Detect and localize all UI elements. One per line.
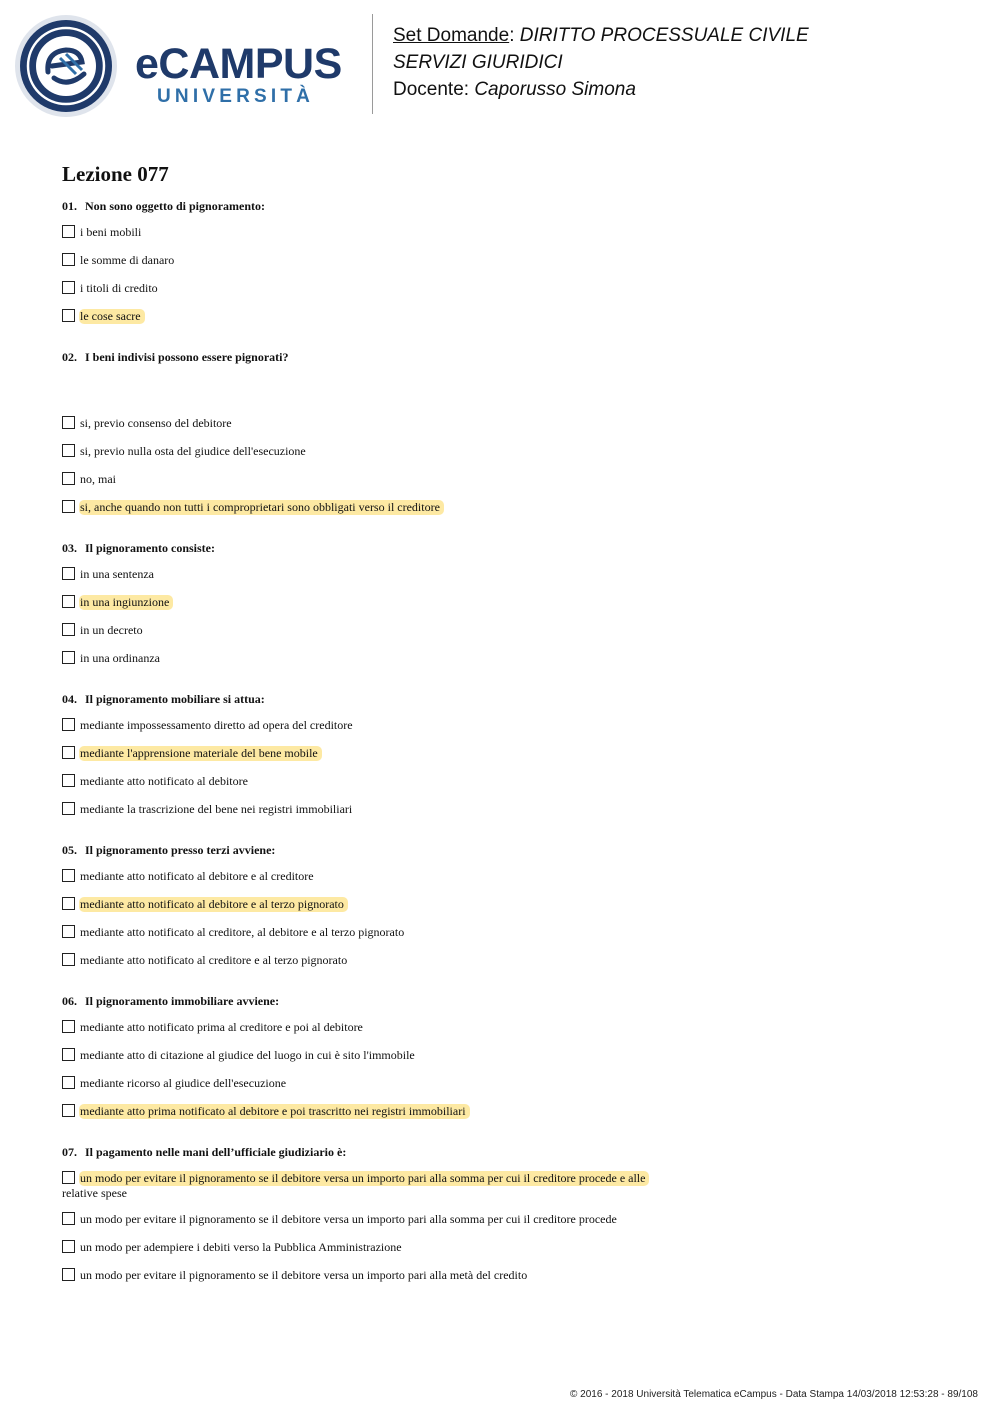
answer-checkbox[interactable] — [62, 651, 75, 664]
ecampus-seal-icon — [14, 14, 118, 118]
answer-option[interactable] — [62, 1240, 942, 1268]
answer-option[interactable] — [62, 472, 942, 500]
answer-label: no, mai — [80, 472, 116, 486]
answer-label: mediante atto notificato al creditore e al terzo pignorato — [80, 953, 348, 967]
answer-checkbox[interactable] — [62, 1048, 75, 1061]
answer-checkbox[interactable] — [62, 1020, 75, 1033]
question-text — [62, 1145, 942, 1171]
question-label: Il pignoramento mobiliare si attua: — [85, 692, 265, 706]
answer-checkbox[interactable] — [62, 1171, 75, 1184]
question-text — [62, 199, 942, 225]
answer-checkbox[interactable] — [62, 416, 75, 429]
logo-brand: eCAMPUS — [135, 40, 342, 88]
answer-checkbox[interactable] — [62, 444, 75, 457]
set-label: Set Domande — [393, 25, 510, 46]
answer-label-continuation: relative spese — [62, 1186, 127, 1200]
answer-option[interactable] — [62, 1020, 942, 1048]
question-04 — [62, 692, 942, 830]
question-02 — [62, 350, 942, 528]
answer-option[interactable] — [62, 253, 942, 281]
answer-checkbox[interactable] — [62, 1240, 75, 1253]
answer-checkbox[interactable] — [62, 774, 75, 787]
answer-option[interactable] — [62, 416, 942, 444]
answer-checkbox[interactable] — [62, 1212, 75, 1225]
answer-label: mediante la trascrizione del bene nei registri immobiliari — [80, 802, 353, 816]
answer-label-highlighted: in una ingiunzione — [79, 595, 173, 610]
question-06 — [62, 994, 942, 1132]
question-05 — [62, 843, 942, 981]
answer-checkbox[interactable] — [62, 253, 75, 266]
course-name: DIRITTO PROCESSUALE CIVILE — [519, 25, 809, 46]
answer-label: mediante atto di citazione al giudice del luogo in cui è sito l'immobile — [80, 1048, 415, 1062]
answer-label: mediante atto notificato al debitore e al creditore — [80, 869, 314, 883]
answer-checkbox[interactable] — [62, 623, 75, 636]
answer-label-highlighted: mediante atto notificato al debitore e al terzo pignorato — [79, 897, 348, 912]
answer-label: in una sentenza — [80, 567, 154, 581]
answer-label: in un decreto — [80, 623, 143, 637]
answer-option[interactable] — [62, 802, 942, 830]
answer-checkbox[interactable] — [62, 925, 75, 938]
answer-option-correct[interactable] — [62, 746, 942, 774]
question-number: 07. — [62, 1145, 77, 1159]
question-03 — [62, 541, 942, 679]
answer-label-highlighted: mediante atto prima notificato al debitore e poi trascritto nei registri immobiliari — [79, 1104, 470, 1119]
answer-label-highlighted: si, anche quando non tutti i comproprietari sono obbligati verso il creditore — [79, 500, 444, 515]
course-line-1 — [393, 22, 809, 49]
answer-option[interactable] — [62, 774, 942, 802]
answer-checkbox[interactable] — [62, 309, 75, 322]
answer-label: mediante impossessamento diretto ad opera del creditore — [80, 718, 353, 732]
answer-checkbox[interactable] — [62, 897, 75, 910]
answer-checkbox[interactable] — [62, 500, 75, 513]
answer-option[interactable] — [62, 869, 942, 897]
question-label: Il pignoramento consiste: — [85, 541, 215, 555]
answer-label-highlighted: un modo per evitare il pignoramento se il debitore versa un importo pari alla somma per cui il creditore procede e alle — [79, 1171, 649, 1186]
ecampus-logo-wordmark — [135, 42, 342, 108]
answer-label: in una ordinanza — [80, 651, 160, 665]
answer-option-correct[interactable] — [62, 309, 942, 337]
question-number: 01. — [62, 199, 77, 213]
teacher-name: Caporusso Simona — [474, 79, 636, 100]
answer-option[interactable] — [62, 225, 942, 253]
question-number: 03. — [62, 541, 77, 555]
answer-label: i beni mobili — [80, 225, 142, 239]
answer-option[interactable] — [62, 281, 942, 309]
answer-option[interactable] — [62, 444, 942, 472]
header-divider — [372, 14, 373, 114]
answer-option[interactable] — [62, 567, 942, 595]
answer-label: un modo per evitare il pignoramento se il debitore versa un importo pari alla metà del credito — [80, 1268, 528, 1282]
question-label: Il pignoramento immobiliare avviene: — [85, 994, 280, 1008]
answer-label-highlighted: le cose sacre — [79, 309, 145, 324]
question-number: 06. — [62, 994, 77, 1008]
answer-option[interactable] — [62, 623, 942, 651]
answer-checkbox[interactable] — [62, 953, 75, 966]
question-01 — [62, 199, 942, 337]
question-text — [62, 541, 942, 567]
answer-checkbox[interactable] — [62, 567, 75, 580]
answer-label: mediante atto notificato al creditore, al debitore e al terzo pignorato — [80, 925, 405, 939]
question-label: Il pignoramento presso terzi avviene: — [85, 843, 276, 857]
answer-label: si, previo nulla osta del giudice dell'esecuzione — [80, 444, 306, 458]
answer-label: si, previo consenso del debitore — [80, 416, 232, 430]
question-label: Non sono oggetto di pignoramento: — [85, 199, 266, 213]
question-label: Il pagamento nelle mani dell’ufficiale giudiziario è: — [85, 1145, 347, 1159]
answer-checkbox[interactable] — [62, 718, 75, 731]
question-number: 02. — [62, 350, 77, 364]
answer-checkbox[interactable] — [62, 1104, 75, 1117]
page-header — [0, 0, 1000, 130]
answer-checkbox[interactable] — [62, 225, 75, 238]
set-separator: : — [509, 25, 515, 46]
question-number: 05. — [62, 843, 77, 857]
question-number: 04. — [62, 692, 77, 706]
answer-option[interactable] — [62, 953, 942, 981]
question-text — [62, 994, 942, 1020]
answer-checkbox[interactable] — [62, 1268, 75, 1281]
answer-label: mediante ricorso al giudice dell'esecuzione — [80, 1076, 287, 1090]
answer-checkbox[interactable] — [62, 802, 75, 815]
answer-label: un modo per adempiere i debiti verso la Pubblica Amministrazione — [80, 1240, 402, 1254]
question-07 — [62, 1145, 942, 1296]
answer-option-correct[interactable] — [62, 595, 942, 623]
answer-option-correct[interactable] — [62, 1171, 942, 1212]
question-text — [62, 692, 942, 718]
answer-option[interactable] — [62, 1076, 942, 1104]
course-line-2: SERVIZI GIURIDICI — [393, 52, 563, 73]
answer-checkbox[interactable] — [62, 472, 75, 485]
answer-option-correct[interactable] — [62, 500, 942, 528]
answer-option[interactable] — [62, 651, 942, 679]
question-text — [62, 843, 942, 869]
answer-label: i titoli di credito — [80, 281, 158, 295]
answer-option-correct[interactable] — [62, 897, 942, 925]
teacher-line — [393, 76, 809, 103]
answer-checkbox[interactable] — [62, 869, 75, 882]
question-text — [62, 350, 942, 416]
answer-label-highlighted: mediante l'apprensione materiale del bene mobile — [79, 746, 322, 761]
page-footer: © 2016 - 2018 Università Telematica eCampus - Data Stampa 14/03/2018 12:53:28 - 89/108 — [570, 1389, 978, 1400]
answer-label: un modo per evitare il pignoramento se il debitore versa un importo pari alla somma per cui il creditore procede — [80, 1212, 617, 1226]
answer-option[interactable] — [62, 1048, 942, 1076]
logo-sub: UNIVERSITÀ — [157, 86, 315, 107]
answer-option[interactable] — [62, 718, 942, 746]
lesson-title: Lezione 077 — [62, 162, 169, 186]
answer-label: mediante atto notificato al debitore — [80, 774, 248, 788]
answer-label: le somme di danaro — [80, 253, 175, 267]
answer-option[interactable] — [62, 925, 942, 953]
teacher-label: Docente: — [393, 79, 470, 100]
answer-checkbox[interactable] — [62, 595, 75, 608]
answer-checkbox[interactable] — [62, 1076, 75, 1089]
course-info — [393, 22, 809, 103]
answer-checkbox[interactable] — [62, 281, 75, 294]
answer-checkbox[interactable] — [62, 746, 75, 759]
answer-label: mediante atto notificato prima al creditore e poi al debitore — [80, 1020, 363, 1034]
answer-option[interactable] — [62, 1268, 942, 1296]
answer-option[interactable] — [62, 1212, 942, 1240]
answer-option-correct[interactable] — [62, 1104, 942, 1132]
question-label: I beni indivisi possono essere pignorati? — [85, 350, 289, 364]
